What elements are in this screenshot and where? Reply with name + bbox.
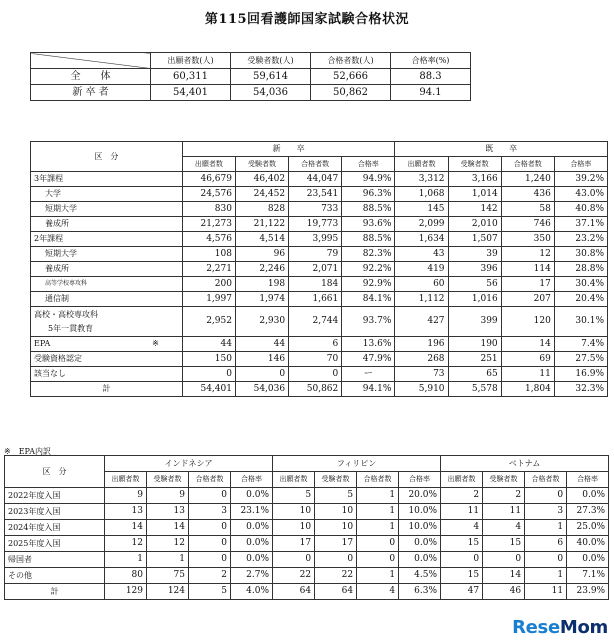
epa-note: ※ EPA内訳 — [4, 447, 51, 456]
table-cell: 88.5% — [342, 202, 395, 217]
breakdown-corner: 区 分 — [31, 142, 183, 172]
table-cell: 150 — [182, 352, 235, 367]
table-cell: 64 — [315, 584, 357, 600]
table-cell: 13 — [105, 504, 147, 520]
summary-cell: 88.3 — [391, 69, 471, 85]
column-header: 合格率 — [567, 472, 609, 488]
table-cell: 1,661 — [289, 292, 342, 307]
table-cell: 14 — [105, 520, 147, 536]
table-cell: 436 — [501, 187, 554, 202]
table-cell: 3 — [189, 504, 231, 520]
table-cell: 0.0% — [231, 536, 273, 552]
table-row — [31, 307, 608, 337]
summary-header: 出願者数(人) — [151, 53, 231, 69]
table-row — [5, 536, 609, 552]
logo-part-2: Mom — [559, 617, 608, 638]
table-cell: 10 — [273, 504, 315, 520]
table-cell: 79 — [289, 247, 342, 262]
table-cell: 14 — [483, 568, 525, 584]
table-cell: 207 — [501, 292, 554, 307]
column-header: 合格率 — [342, 157, 395, 172]
row-label — [31, 307, 183, 337]
table-row — [31, 352, 608, 367]
column-header: 合格率 — [554, 157, 607, 172]
row-label: 通信制 — [31, 292, 183, 307]
table-cell: 40.8% — [554, 202, 607, 217]
table-cell: 96.3% — [342, 187, 395, 202]
table-cell: 146 — [235, 352, 288, 367]
table-cell: 28.8% — [554, 262, 607, 277]
table-cell: 200 — [182, 277, 235, 292]
row-label: 養成所 — [31, 217, 183, 232]
table-cell: 114 — [501, 262, 554, 277]
table-cell: 145 — [395, 202, 448, 217]
table-cell: 0.0% — [399, 536, 441, 552]
table-cell: 6.3% — [399, 584, 441, 600]
table-cell: 80 — [105, 568, 147, 584]
table-cell: ー — [342, 367, 395, 382]
row-label: 2022年度入国 — [5, 488, 105, 504]
table-row — [5, 584, 609, 600]
table-cell: 396 — [448, 262, 501, 277]
row-label: 計 — [5, 584, 105, 600]
table-cell: 2,744 — [289, 307, 342, 337]
table-cell: 69 — [501, 352, 554, 367]
table-cell: 10 — [315, 504, 357, 520]
table-cell: 24,452 — [235, 187, 288, 202]
column-header: 合格者数 — [289, 157, 342, 172]
table-cell: 96 — [235, 247, 288, 262]
summary-row-all — [31, 69, 471, 85]
table-cell: 39 — [448, 247, 501, 262]
table-cell: 129 — [105, 584, 147, 600]
table-cell: 15 — [483, 536, 525, 552]
table-cell: 88.5% — [342, 232, 395, 247]
row-label: 養成所 — [31, 262, 183, 277]
table-cell: 4.5% — [399, 568, 441, 584]
table-cell: 2,952 — [182, 307, 235, 337]
table-cell: 0 — [357, 552, 399, 568]
note-mark: ※ — [152, 339, 159, 348]
table-row — [31, 217, 608, 232]
table-cell: 4,514 — [235, 232, 288, 247]
table-row — [31, 232, 608, 247]
table-cell: 21,273 — [182, 217, 235, 232]
table-cell: 64 — [273, 584, 315, 600]
table-cell: 7.4% — [554, 337, 607, 352]
column-header: 合格率 — [399, 472, 441, 488]
table-cell: 3,166 — [448, 172, 501, 187]
table-cell: 54,036 — [235, 382, 288, 397]
summary-cell: 60,311 — [151, 69, 231, 85]
group-header-new-grad: 新 卒 — [182, 142, 395, 157]
table-row — [5, 552, 609, 568]
row-label — [31, 337, 183, 352]
table-cell: 1 — [357, 504, 399, 520]
row-label: 高等学校専攻科 — [31, 277, 183, 292]
table-cell: 92.2% — [342, 262, 395, 277]
epa-table — [4, 455, 609, 600]
table-row — [31, 277, 608, 292]
page-title: 第115回看護師国家試験合格状況 — [204, 12, 410, 27]
table-cell: 733 — [289, 202, 342, 217]
table-row — [5, 568, 609, 584]
table-cell: 4 — [483, 520, 525, 536]
row-label: 2023年度入国 — [5, 504, 105, 520]
table-cell: 5 — [273, 488, 315, 504]
table-cell: 1 — [525, 568, 567, 584]
table-cell: 0 — [441, 552, 483, 568]
row-label-line: 5年一貫教育 — [48, 323, 94, 333]
table-cell: 16.9% — [554, 367, 607, 382]
table-cell: 54,401 — [182, 382, 235, 397]
table-cell: 2,246 — [235, 262, 288, 277]
table-cell: 84.1% — [342, 292, 395, 307]
table-cell: 1,068 — [395, 187, 448, 202]
table-cell: 2,071 — [289, 262, 342, 277]
table-cell: 198 — [235, 277, 288, 292]
table-cell: 39.2% — [554, 172, 607, 187]
table-cell: 60 — [395, 277, 448, 292]
table-cell: 2,930 — [235, 307, 288, 337]
table-cell: 746 — [501, 217, 554, 232]
table-cell: 2,271 — [182, 262, 235, 277]
table-cell: 14 — [501, 337, 554, 352]
summary-cell: 50,862 — [311, 85, 391, 101]
table-cell: 2,099 — [395, 217, 448, 232]
summary-cell: 52,666 — [311, 69, 391, 85]
table-cell: 1 — [357, 488, 399, 504]
table-cell: 196 — [395, 337, 448, 352]
table-cell: 4.0% — [231, 584, 273, 600]
table-cell: 142 — [448, 202, 501, 217]
table-cell: 93.7% — [342, 307, 395, 337]
table-cell: 12 — [105, 536, 147, 552]
table-cell: 0 — [525, 488, 567, 504]
column-header: 合格者数 — [525, 472, 567, 488]
summary-cell: 54,401 — [151, 85, 231, 101]
table-cell: 44 — [182, 337, 235, 352]
table-row — [31, 367, 608, 382]
table-row — [31, 337, 608, 352]
table-cell: 17 — [501, 277, 554, 292]
table-cell: 22 — [315, 568, 357, 584]
column-header: 受験者数 — [147, 472, 189, 488]
table-cell: 46,679 — [182, 172, 235, 187]
table-cell: 43 — [395, 247, 448, 262]
summary-header: 合格者数(人) — [311, 53, 391, 69]
column-header: 受験者数 — [448, 157, 501, 172]
table-cell: 5,578 — [448, 382, 501, 397]
row-label-line: 高校・高校専攻科 — [34, 309, 98, 319]
table-cell: 46 — [483, 584, 525, 600]
country-header-vietnam: ベトナム — [441, 456, 609, 472]
table-cell: 251 — [448, 352, 501, 367]
table-cell: 1,997 — [182, 292, 235, 307]
table-cell: 830 — [182, 202, 235, 217]
table-cell: 27.5% — [554, 352, 607, 367]
country-header-philippines: フィリピン — [273, 456, 441, 472]
row-label: 短期大学 — [31, 247, 183, 262]
table-cell: 13.6% — [342, 337, 395, 352]
summary-row-new-grad — [31, 85, 471, 101]
table-cell: 73 — [395, 367, 448, 382]
table-cell: 3,995 — [289, 232, 342, 247]
table-cell: 24,576 — [182, 187, 235, 202]
table-cell: 1 — [105, 552, 147, 568]
table-cell: 1,974 — [235, 292, 288, 307]
column-header: 合格者数 — [189, 472, 231, 488]
table-cell: 23.9% — [567, 584, 609, 600]
table-cell: 20.0% — [399, 488, 441, 504]
table-cell: 2.7% — [231, 568, 273, 584]
row-label: 計 — [31, 382, 183, 397]
table-cell: 10 — [273, 520, 315, 536]
table-row — [5, 504, 609, 520]
table-cell: 23.2% — [554, 232, 607, 247]
table-cell: 350 — [501, 232, 554, 247]
table-cell: 1 — [525, 520, 567, 536]
table-cell: 94.1% — [342, 382, 395, 397]
table-row — [5, 520, 609, 536]
table-cell: 1,240 — [501, 172, 554, 187]
column-header: 受験者数 — [235, 157, 288, 172]
row-label: 2年課程 — [31, 232, 183, 247]
table-cell: 0 — [182, 367, 235, 382]
table-cell: 0 — [525, 552, 567, 568]
table-cell: 184 — [289, 277, 342, 292]
table-cell: 1,507 — [448, 232, 501, 247]
row-label: 3年課程 — [31, 172, 183, 187]
table-cell: 1,014 — [448, 187, 501, 202]
table-cell: 0 — [289, 367, 342, 382]
table-cell: 94.9% — [342, 172, 395, 187]
table-cell: 0.0% — [567, 488, 609, 504]
table-cell: 1 — [147, 552, 189, 568]
group-header-previous-grad: 既 卒 — [395, 142, 608, 157]
row-label: 短期大学 — [31, 202, 183, 217]
table-row — [31, 262, 608, 277]
table-cell: 75 — [147, 568, 189, 584]
row-label-text: EPA — [34, 339, 51, 348]
table-cell: 0 — [357, 536, 399, 552]
table-cell: 30.8% — [554, 247, 607, 262]
table-cell: 44,047 — [289, 172, 342, 187]
table-cell: 93.6% — [342, 217, 395, 232]
table-cell: 427 — [395, 307, 448, 337]
table-cell: 56 — [448, 277, 501, 292]
table-cell: 1,634 — [395, 232, 448, 247]
table-cell: 25.0% — [567, 520, 609, 536]
table-cell: 19,773 — [289, 217, 342, 232]
table-cell: 43.0% — [554, 187, 607, 202]
table-cell: 1,016 — [448, 292, 501, 307]
table-cell: 11 — [483, 504, 525, 520]
column-header: 受験者数 — [483, 472, 525, 488]
table-cell: 11 — [525, 584, 567, 600]
table-cell: 27.3% — [567, 504, 609, 520]
row-label: 受験資格認定 — [31, 352, 183, 367]
table-cell: 5 — [315, 488, 357, 504]
table-cell: 37.1% — [554, 217, 607, 232]
table-cell: 0.0% — [567, 552, 609, 568]
table-cell: 2 — [189, 568, 231, 584]
table-cell: 0 — [189, 552, 231, 568]
table-row — [5, 488, 609, 504]
row-label: その他 — [5, 568, 105, 584]
row-label: 該当なし — [31, 367, 183, 382]
summary-cell: 54,036 — [231, 85, 311, 101]
column-header: 出願者数 — [182, 157, 235, 172]
table-cell: 5 — [189, 584, 231, 600]
table-cell: 9 — [105, 488, 147, 504]
table-cell: 399 — [448, 307, 501, 337]
column-header: 出願者数 — [395, 157, 448, 172]
table-row — [31, 172, 608, 187]
table-cell: 11 — [441, 504, 483, 520]
table-cell: 2 — [441, 488, 483, 504]
table-cell: 7.1% — [567, 568, 609, 584]
table-cell: 17 — [315, 536, 357, 552]
breakdown-table — [30, 141, 608, 397]
summary-row-label: 全 体 — [31, 69, 151, 85]
summary-corner-cell — [31, 53, 151, 69]
summary-table — [30, 52, 471, 101]
column-header: 出願者数 — [105, 472, 147, 488]
logo-part-1: Rese — [512, 617, 560, 638]
table-cell: 4 — [441, 520, 483, 536]
row-label: 2024年度入国 — [5, 520, 105, 536]
column-header: 出願者数 — [441, 472, 483, 488]
table-cell: 21,122 — [235, 217, 288, 232]
table-cell: 17 — [273, 536, 315, 552]
summary-header: 受験者数(人) — [231, 53, 311, 69]
table-cell: 4 — [357, 584, 399, 600]
table-cell: 65 — [448, 367, 501, 382]
table-cell: 0.0% — [231, 552, 273, 568]
table-cell: 14 — [147, 520, 189, 536]
table-cell: 30.1% — [554, 307, 607, 337]
table-cell: 23.1% — [231, 504, 273, 520]
table-row — [31, 382, 608, 397]
table-cell: 46,402 — [235, 172, 288, 187]
table-cell: 1 — [357, 568, 399, 584]
table-cell: 12 — [147, 536, 189, 552]
summary-row-label: 新 卒 者 — [31, 85, 151, 101]
table-cell: 3,312 — [395, 172, 448, 187]
table-cell: 58 — [501, 202, 554, 217]
table-cell: 0 — [189, 536, 231, 552]
table-cell: 3 — [525, 504, 567, 520]
column-header: 受験者数 — [315, 472, 357, 488]
table-cell: 9 — [147, 488, 189, 504]
table-cell: 30.4% — [554, 277, 607, 292]
summary-cell: 94.1 — [391, 85, 471, 101]
table-cell: 10.0% — [399, 504, 441, 520]
summary-cell: 59,614 — [231, 69, 311, 85]
table-cell: 15 — [441, 568, 483, 584]
country-header-indonesia: インドネシア — [105, 456, 273, 472]
table-cell: 20.4% — [554, 292, 607, 307]
table-cell: 6 — [289, 337, 342, 352]
table-cell: 13 — [147, 504, 189, 520]
row-label: 帰国者 — [5, 552, 105, 568]
table-cell: 32.3% — [554, 382, 607, 397]
table-cell: 124 — [147, 584, 189, 600]
table-cell: 268 — [395, 352, 448, 367]
row-label: 大学 — [31, 187, 183, 202]
table-cell: 419 — [395, 262, 448, 277]
table-cell: 108 — [182, 247, 235, 262]
table-cell: 12 — [501, 247, 554, 262]
table-cell: 22 — [273, 568, 315, 584]
table-cell: 1 — [357, 520, 399, 536]
table-cell: 190 — [448, 337, 501, 352]
table-row — [31, 187, 608, 202]
table-cell: 4,576 — [182, 232, 235, 247]
table-cell: 0 — [235, 367, 288, 382]
table-cell: 828 — [235, 202, 288, 217]
table-cell: 47 — [441, 584, 483, 600]
table-row — [31, 247, 608, 262]
table-cell: 6 — [525, 536, 567, 552]
table-cell: 0.0% — [231, 488, 273, 504]
table-cell: 92.9% — [342, 277, 395, 292]
table-cell: 0 — [189, 520, 231, 536]
table-cell: 120 — [501, 307, 554, 337]
table-cell: 5,910 — [395, 382, 448, 397]
column-header: 合格率 — [231, 472, 273, 488]
epa-corner: 区 分 — [5, 456, 105, 488]
table-cell: 0.0% — [399, 552, 441, 568]
table-cell: 10 — [315, 520, 357, 536]
table-cell: 0 — [273, 552, 315, 568]
table-cell: 23,541 — [289, 187, 342, 202]
table-cell: 2 — [483, 488, 525, 504]
table-cell: 0 — [483, 552, 525, 568]
column-header: 合格者数 — [501, 157, 554, 172]
table-cell: 0.0% — [231, 520, 273, 536]
column-header: 合格者数 — [357, 472, 399, 488]
table-cell: 47.9% — [342, 352, 395, 367]
resemom-logo — [512, 617, 608, 638]
table-cell: 11 — [501, 367, 554, 382]
summary-header: 合格率(%) — [391, 53, 471, 69]
table-cell: 2,010 — [448, 217, 501, 232]
table-cell: 0 — [315, 552, 357, 568]
table-cell: 1,804 — [501, 382, 554, 397]
table-cell: 1,112 — [395, 292, 448, 307]
table-cell: 82.3% — [342, 247, 395, 262]
table-cell: 50,862 — [289, 382, 342, 397]
table-row — [31, 202, 608, 217]
column-header: 出願者数 — [273, 472, 315, 488]
table-cell: 44 — [235, 337, 288, 352]
table-cell: 40.0% — [567, 536, 609, 552]
table-cell: 10.0% — [399, 520, 441, 536]
table-cell: 70 — [289, 352, 342, 367]
table-cell: 15 — [441, 536, 483, 552]
table-cell: 0 — [189, 488, 231, 504]
row-label: 2025年度入国 — [5, 536, 105, 552]
table-row — [31, 292, 608, 307]
